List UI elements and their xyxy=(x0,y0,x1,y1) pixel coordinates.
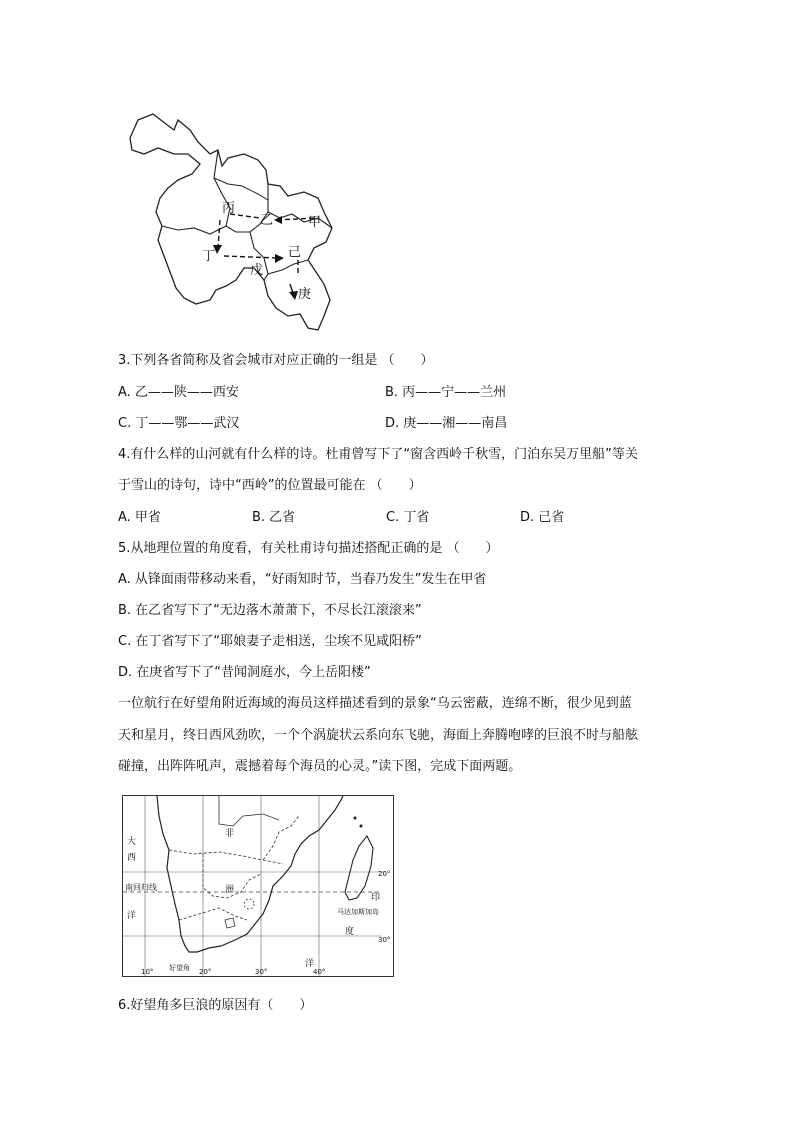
southern-africa-map xyxy=(122,795,394,977)
label-yang-east: 洋 xyxy=(305,959,315,969)
label-bing: 丙 xyxy=(222,201,236,216)
label-fei: 非 xyxy=(225,829,235,839)
passage-line3: 碰撞，出阵阵吼声，震撼着每个海员的心灵。”读下图，完成下面两题。 xyxy=(118,759,522,774)
label-lat30: 30° xyxy=(378,936,391,944)
q5-option-c: C. 在丁省写下了“耶娘妻子走相送，尘埃不见咸阳桥” xyxy=(118,634,422,649)
label-geng: 庚 xyxy=(298,287,312,302)
label-south-tropic: 南回归线 xyxy=(125,883,157,892)
label-du: 度 xyxy=(345,927,355,937)
label-xi: 西 xyxy=(127,853,137,863)
q4-stem-line1: 4.有什么样的山河就有什么样的诗。杜甫曾写下了“窗含西岭千秋雪，门泊东吴万里船”等关 xyxy=(118,447,638,462)
q3-option-a: A. 乙——陕——西安 xyxy=(118,385,239,400)
q3-option-d: D. 庚——湘——南昌 xyxy=(385,416,508,431)
q5-option-b: B. 在乙省写下了“无边落木萧萧下，不尽长江滚滚来” xyxy=(118,603,422,618)
label-yi: 乙 xyxy=(260,213,274,228)
q4-option-d: D. 己省 xyxy=(520,510,565,525)
label-yin: 印 xyxy=(371,893,381,903)
q5-option-d: D. 在庚省写下了“昔闻洞庭水，今上岳阳楼” xyxy=(118,665,371,680)
q3-option-c: C. 丁——鄂——武汉 xyxy=(118,416,240,431)
label-lat20: 20° xyxy=(378,870,391,878)
passage-line2: 天和星月，终日西风劲吹，一个个涡旋状云系向东飞驰，海面上奔腾咆哮的巨浪不时与船舷 xyxy=(118,728,639,743)
q4-option-a: A. 甲省 xyxy=(118,510,161,525)
label-jia: 甲 xyxy=(308,215,322,230)
label-wu: 戊 xyxy=(250,263,264,278)
label-ding: 丁 xyxy=(202,249,216,264)
q5-option-a: A. 从锋面雨带移动来看，“好雨知时节，当春乃发生”发生在甲省 xyxy=(118,572,487,587)
q5-stem: 5.从地理位置的角度看，有关杜甫诗句描述搭配正确的是 （ ） xyxy=(118,541,499,556)
q4-option-c: C. 丁省 xyxy=(386,510,430,525)
label-madagascar: 马达加斯加岛 xyxy=(337,908,379,916)
passage-line1: 一位航行在好望角附近海域的海员这样描述看到的景象“乌云密蔽，连绵不断，很少见到蓝 xyxy=(118,696,632,711)
label-ji: 己 xyxy=(288,245,302,260)
label-lon20: 20° xyxy=(199,968,212,976)
label-lon30: 30° xyxy=(255,968,268,976)
province-map xyxy=(118,108,358,338)
q3-stem: 3.下列各省简称及省会城市对应正确的一组是 （ ） xyxy=(118,353,434,368)
label-zhou: 洲 xyxy=(225,885,235,895)
q4-stem-line2: 于雪山的诗句，诗中“西岭”的位置最可能在 （ ） xyxy=(118,478,422,493)
q4-option-b: B. 乙省 xyxy=(252,510,296,525)
label-yang-west: 洋 xyxy=(127,911,137,921)
q3-option-b: B. 丙——宁——兰州 xyxy=(385,385,507,400)
label-da: 大 xyxy=(127,837,137,847)
label-lon40: 40° xyxy=(313,968,326,976)
q6-stem: 6.好望角多巨浪的原因有（ ） xyxy=(118,998,313,1013)
label-cape: 好望角 xyxy=(169,964,190,972)
label-lon10: 10° xyxy=(141,968,154,976)
